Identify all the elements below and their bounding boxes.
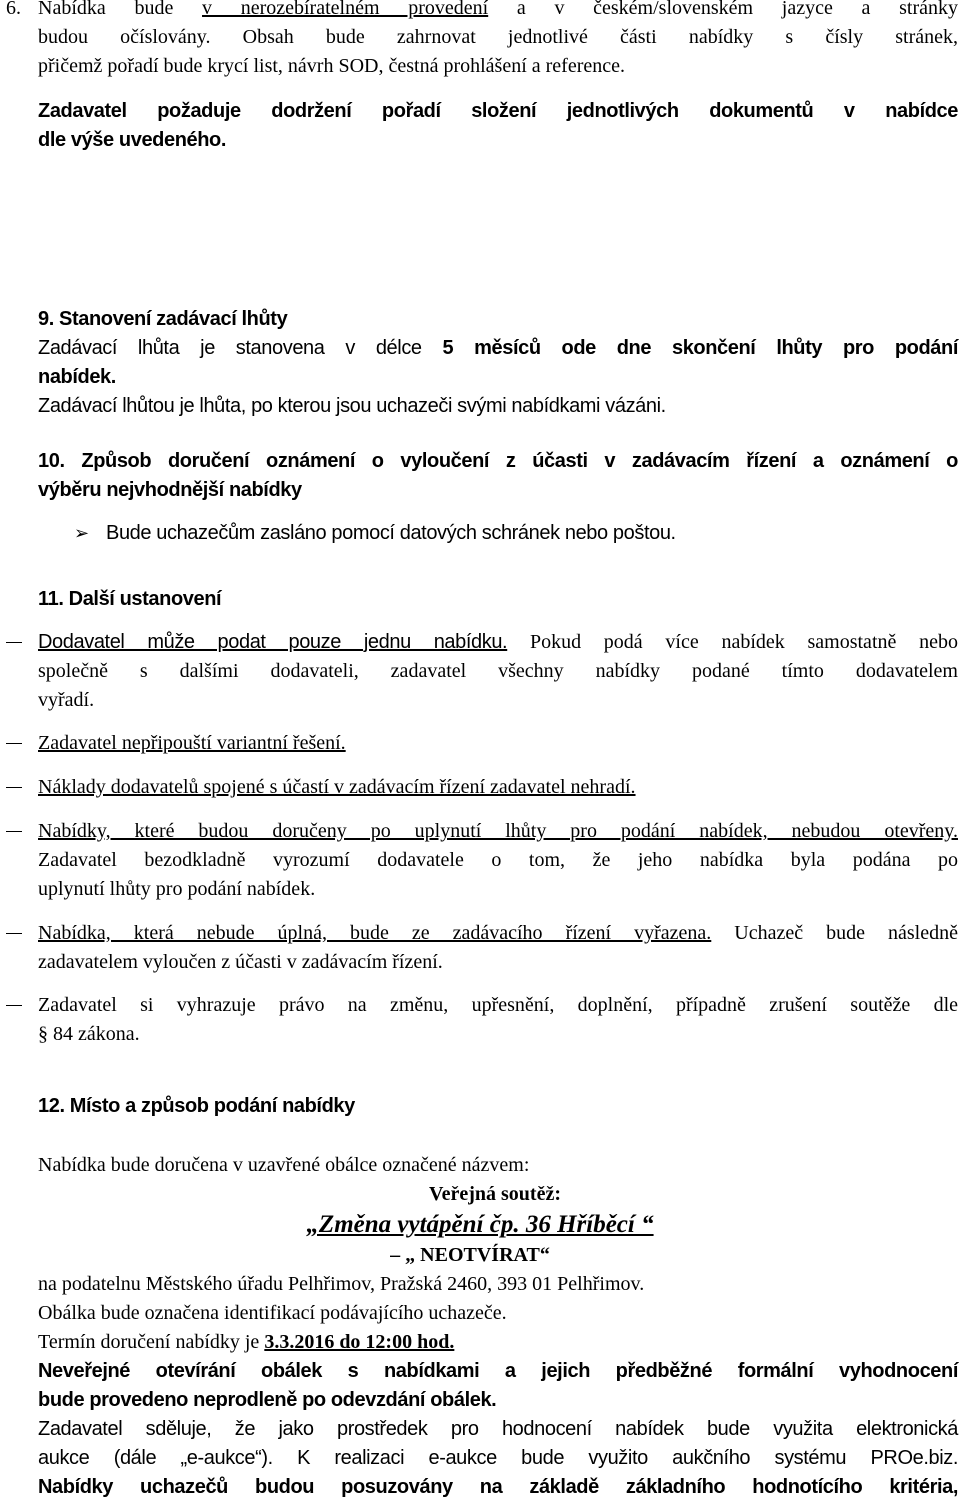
section-11-item-3-text: Náklady dodavatelů spojené s účastí v zadávacím řízení zadavatel nehradí. <box>38 776 636 798</box>
item-6-line1-underlined: v nerozebíratelném provedení <box>202 0 489 19</box>
dash-bullet-icon <box>6 1005 22 1006</box>
section-11-item-1-line3: vyřadí. <box>38 689 95 711</box>
section-11-item-4-line3: uplynutí lhůty pro podání nabídek. <box>38 878 316 900</box>
section-10-heading-line1: 10. Způsob doručení oznámení o vyloučení z účasti v zadávacím řízení a oznámení o <box>38 450 958 472</box>
section-11-item-1-line2: společně s dalšími dodavateli, zadavatel všechny nabídky podané tímto dodavatelem <box>38 660 958 682</box>
section-11-item-4-line1: Nabídky, které budou doručeny po uplynutí lhůty pro podání nabídek, nebudou otevřeny. <box>38 820 958 842</box>
section-9-para1-bold: 5 měsíců ode dne skončení lhůty pro podání <box>442 337 959 359</box>
section-12-address: na podatelnu Městského úřadu Pelhřimov, Pražská 2460, 393 01 Pelhřimov. <box>38 1273 645 1295</box>
section-9-para2: Zadávací lhůtou je lhůta, po kterou jsou uchazeči svými nabídkami vázáni. <box>38 395 666 417</box>
section-12-deadline <box>38 1328 958 1357</box>
section-12-opening-line1: Neveřejné otevírání obálek s nabídkami a jejich předběžné formální vyhodnocení <box>38 1360 958 1382</box>
section-11-item-2 <box>38 729 958 758</box>
contest-name-text: „Změna vytápění čp. 36 Hříběcí “ <box>306 1211 654 1238</box>
item-6-number: 6. <box>6 0 21 19</box>
section-12-heading: 12. Místo a způsob podání nabídky <box>38 1095 355 1117</box>
section-10-bullet <box>74 519 956 548</box>
deadline-value: 3.3.2016 do 12:00 hod. <box>264 1331 455 1353</box>
item-6-line3: přičemž pořadí bude krycí list, návrh SOD, čestná prohlášení a reference. <box>38 55 625 77</box>
section-11-item-4-line2: Zadavatel bezodkladně vyrozumí dodavatele o tom, že jeho nabídka byla podána po <box>38 849 958 871</box>
item-6-line1 <box>38 0 958 23</box>
section-11-item-1-line1-a: Dodavatel může podat pouze jednu nabídku. <box>38 631 508 653</box>
dash-bullet-icon <box>6 933 22 934</box>
section-11-item-5-line1-b: Uchazeč bude následně <box>711 922 958 944</box>
section-12-intro: Nabídka bude doručena v uzavřené obálce označené názvem: <box>38 1154 530 1176</box>
section-11-item-2-text: Zadavatel nepřipouští variantní řešení. <box>38 732 346 754</box>
section-11-item-6-line2: § 84 zákona. <box>38 1023 140 1045</box>
section-11-item-3 <box>38 773 958 802</box>
section-9-para1-bold2: nabídek. <box>38 366 116 388</box>
section-12-opening-line2: bude provedeno neprodleně po odevzdání obálek. <box>38 1389 497 1411</box>
section-11-item-1-line1-b: Pokud podá více nabídek samostatně nebo <box>507 631 958 653</box>
section-12-criteria-line: Nabídky uchazečů budou posuzovány na základě základního hodnotícího kritéria, <box>38 1476 958 1498</box>
section-11-item-1-line1 <box>38 628 958 657</box>
section-11-item-4 <box>38 817 958 904</box>
dash-bullet-icon <box>6 642 22 643</box>
contest-label: Veřejná soutěž: <box>428 1183 561 1205</box>
section-11-item-6-line1: Zadavatel si vyhrazuje právo na změnu, upřesnění, doplnění, případně zrušení soutěže dle <box>38 994 958 1016</box>
item-6-bold-line2: dle výše uvedeného. <box>38 129 227 151</box>
item-6-line1-pre: Nabídka bude <box>38 0 203 19</box>
section-10-bullet-text: Bude uchazečům zasláno pomocí datových schránek nebo poštou. <box>106 522 676 544</box>
dash-bullet-icon <box>6 787 22 788</box>
section-12-eauction-line2: aukce (dále „e-aukce“). K realizaci e-aukce bude využito aukčního systému PROe.biz. <box>38 1447 958 1469</box>
section-9-para1-pre: Zadávací lhůta je stanovena v délce <box>38 337 443 359</box>
deadline-label: Termín doručení nabídky je <box>38 1331 265 1353</box>
section-9-para1 <box>38 334 958 363</box>
item-6-bold-line1: Zadavatel požaduje dodržení pořadí složení jednotlivých dokumentů v nabídce <box>38 100 958 122</box>
section-11-item-5 <box>38 919 958 977</box>
section-9-heading: 9. Stanovení zadávací lhůty <box>38 308 288 330</box>
section-11-item-1 <box>38 628 958 715</box>
dash-bullet-icon <box>6 743 22 744</box>
contest-name <box>0 1208 960 1242</box>
item-6-line2: budou očíslovány. Obsah bude zahrnovat jednotlivé části nabídky s čísly stránek, <box>38 26 958 48</box>
dash-bullet-icon <box>6 831 22 832</box>
section-11-item-5-line1 <box>38 919 958 948</box>
section-11-item-5-line2: zadavatelem vyloučen z účasti v zadávacím řízení. <box>38 951 443 973</box>
section-12-eauction-line1: Zadavatel sděluje, že jako prostředek pro hodnocení nabídek bude využita elektronická <box>38 1418 958 1440</box>
item-6 <box>6 0 958 81</box>
section-11-heading: 11. Další ustanovení <box>38 588 222 610</box>
section-10-heading-line2: výběru nejvhodnější nabídky <box>38 479 302 501</box>
do-not-open: – „ NEOTVÍRAT“ <box>390 1244 550 1266</box>
item-6-line1-post: a v českém/slovenském jazyce a stránky <box>488 0 958 19</box>
section-11-item-5-line1-a: Nabídka, která nebude úplná, bude ze zadávacího řízení vyřazena. <box>38 922 712 944</box>
section-11-item-6 <box>38 991 958 1049</box>
arrow-bullet-icon: ➢ <box>74 523 89 543</box>
section-12-envelope: Obálka bude označena identifikací podávajícího uchazeče. <box>38 1302 507 1324</box>
